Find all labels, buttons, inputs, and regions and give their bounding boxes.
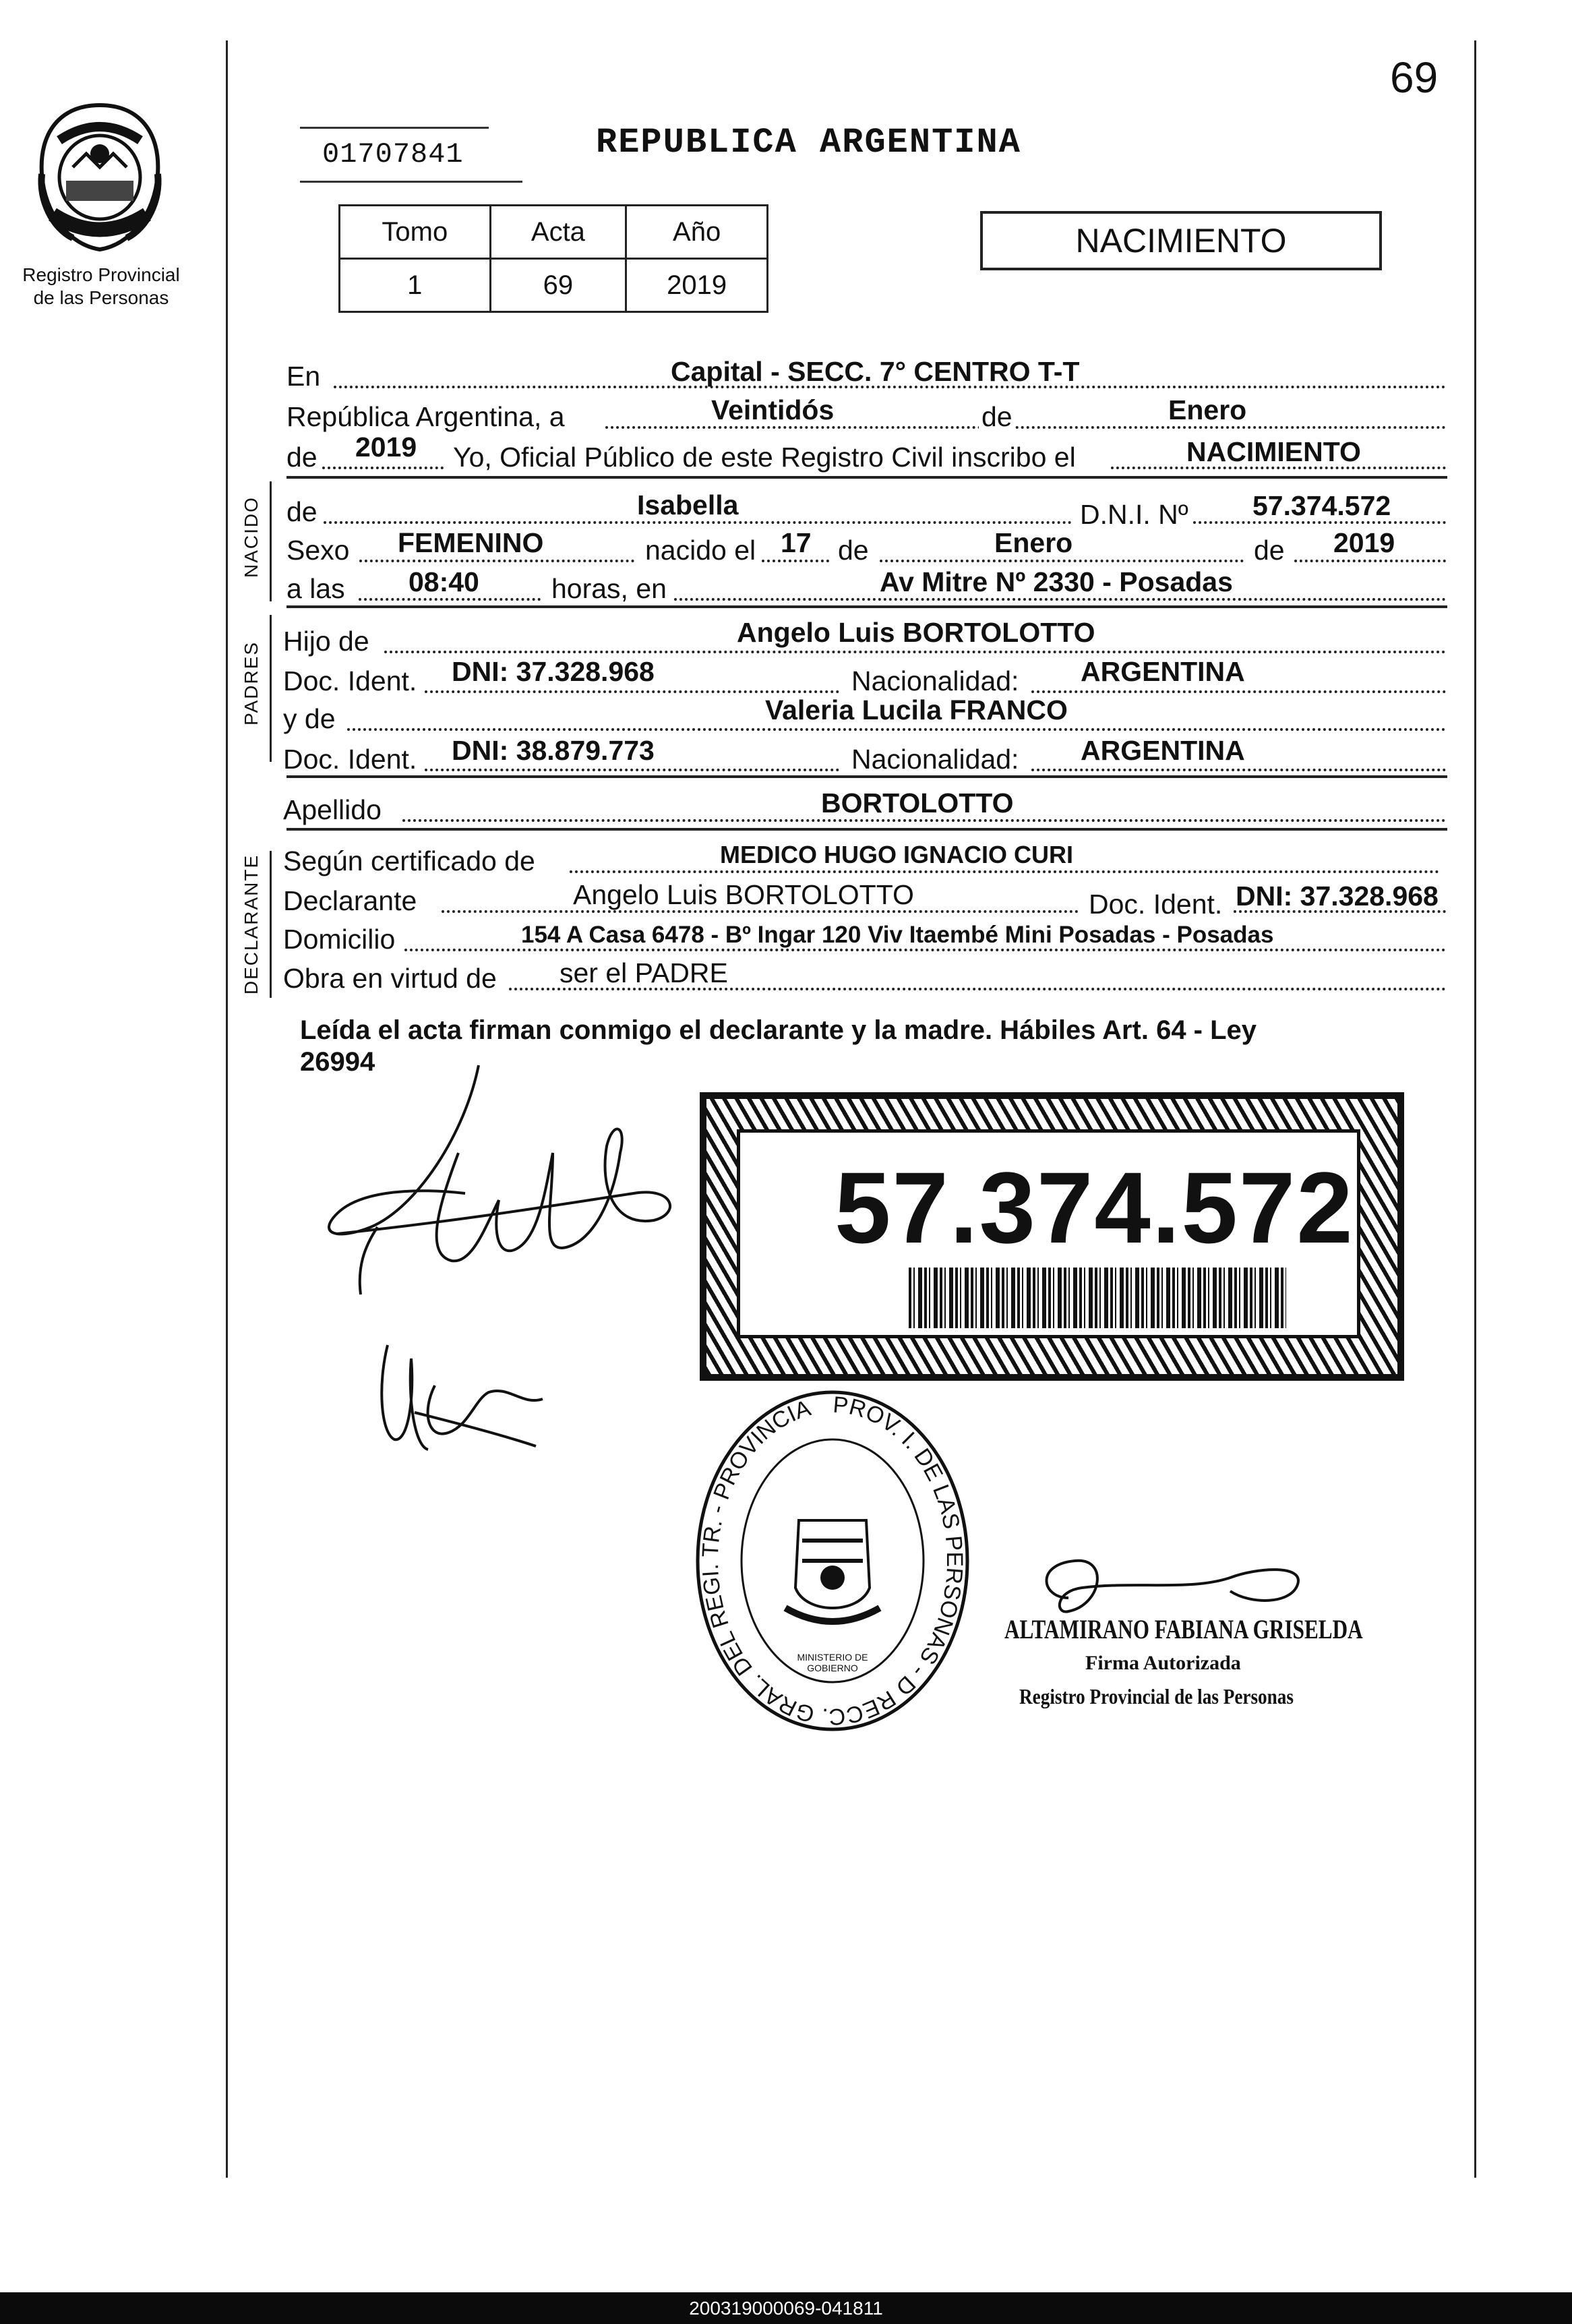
dni-sticker-number: 57.374.572 <box>835 1151 1354 1264</box>
birth-month-dots <box>880 560 1244 562</box>
birth-month-value: Enero <box>994 527 1073 558</box>
time-value: 08:40 <box>409 566 479 597</box>
declarante-label: DECLARANTE <box>241 854 262 995</box>
place-value: Av Mitre Nº 2330 - Posadas <box>880 566 1233 597</box>
sexo-label: Sexo <box>286 535 350 566</box>
official-seal <box>691 1386 974 1736</box>
nacido-de-label-3: de <box>1254 535 1285 566</box>
cert-dots <box>570 870 1439 873</box>
time-dots <box>359 598 541 601</box>
mother-signature <box>374 1332 556 1466</box>
act-type-box: NACIMIENTO <box>980 211 1382 270</box>
declarante-bracket <box>270 851 272 998</box>
padres-label: PADRES <box>241 640 262 725</box>
closing-line2: 26994 <box>300 1047 375 1077</box>
de-label-1: de <box>979 401 1015 433</box>
decl-value: Angelo Luis BORTOLOTTO <box>573 879 914 910</box>
intro-rule <box>286 476 1447 479</box>
value-anio: 2019 <box>626 259 768 312</box>
serial-top-rule <box>300 127 489 129</box>
mother-name: Valeria Lucila FRANCO <box>765 694 1068 725</box>
en-label: En <box>286 361 321 392</box>
nacido-el-label: nacido el <box>645 535 756 566</box>
oficial-text: Yo, Oficial Público de este Registro Civil inscribo el <box>453 442 1076 473</box>
footer-code: 200319000069-041811 <box>0 2292 1572 2324</box>
father-nat-label: Nacionalidad: <box>851 665 1019 696</box>
official-name: ALTAMIRANO FABIANA GRISELDA <box>1004 1614 1363 1644</box>
year-value: 2019 <box>355 431 417 463</box>
name-dots <box>324 521 1072 524</box>
alas-label: a las <box>286 573 345 604</box>
dom-label: Domicilio <box>283 924 396 955</box>
org-name-line1: Registro Provincial <box>22 264 180 285</box>
padres-bracket <box>270 615 272 762</box>
decl-doc-label: Doc. Ident. <box>1089 889 1223 920</box>
act-value: NACIMIENTO <box>1186 436 1361 467</box>
dom-value: 154 A Casa 6478 - Bº Ingar 120 Viv Itaembé Mini Posadas - Posadas <box>521 922 1274 948</box>
mother-dots <box>347 728 1446 731</box>
year-dots <box>322 467 444 469</box>
sexo-dots <box>359 560 634 562</box>
dni-value: 57.374.572 <box>1252 490 1391 521</box>
seal-inner-text: MINISTERIO DE GOBIERNO <box>797 1652 868 1673</box>
hijo-label: Hijo de <box>283 626 369 657</box>
dni-sticker-inner <box>737 1129 1360 1338</box>
day-value: Veintidós <box>711 394 835 425</box>
registry-table <box>338 204 768 313</box>
cert-value: MEDICO HUGO IGNACIO CURI <box>720 841 1074 868</box>
header-acta: Acta <box>490 206 626 259</box>
dom-dots <box>404 949 1446 951</box>
declarant-signature <box>297 1052 688 1321</box>
serial-number: 01707841 <box>322 138 464 171</box>
cert-label: Según certificado de <box>283 845 535 876</box>
value-acta: 69 <box>490 259 626 312</box>
sexo-value: FEMENINO <box>398 527 544 558</box>
apellido-value: BORTOLOTTO <box>821 787 1014 818</box>
official-role: Firma Autorizada <box>1085 1652 1241 1674</box>
father-nat-value: ARGENTINA <box>1081 656 1245 687</box>
apellido-rule <box>286 828 1447 831</box>
father-dots <box>384 651 1446 653</box>
de-label-2: de <box>286 442 318 473</box>
nacido-bracket <box>270 481 272 601</box>
birth-year-value: 2019 <box>1333 527 1395 558</box>
father-doc-dots <box>425 690 839 693</box>
apellido-dots <box>402 819 1446 822</box>
seal-ring-text: PROV. I. DE LAS PERSONAS - D RECC. GRAL. DEL REGI. TR. - PROVINCIA <box>697 1392 968 1730</box>
mother-doc-dots <box>425 769 839 771</box>
official-org: Registro Provincial de las Personas <box>1019 1684 1294 1708</box>
mother-nat-label: Nacionalidad: <box>851 744 1019 775</box>
value-tomo: 1 <box>340 259 491 312</box>
left-margin-line <box>226 40 228 2178</box>
mother-nat-value: ARGENTINA <box>1081 735 1245 766</box>
header-anio: Año <box>626 206 768 259</box>
province-logo <box>32 100 167 255</box>
nacido-de-label-2: de <box>838 535 869 566</box>
decl-doc-value: DNI: 37.328.968 <box>1236 881 1439 912</box>
misiones-shield-icon <box>32 100 167 255</box>
nacido-label: NACIDO <box>241 496 262 578</box>
padres-rule <box>286 775 1447 778</box>
place-dots <box>674 598 1446 601</box>
document-title: REPUBLICA ARGENTINA <box>596 123 1021 162</box>
mother-doc-value: DNI: 38.879.773 <box>452 735 655 766</box>
decl-label: Declarante <box>283 885 417 916</box>
page-number: 69 <box>1390 53 1439 102</box>
father-name: Angelo Luis BORTOLOTTO <box>737 617 1095 648</box>
seal-emblem-icon <box>691 1386 974 1736</box>
serial-bottom-rule <box>300 181 522 183</box>
horas-label: horas, en <box>551 573 667 604</box>
republica-dots <box>605 426 1446 429</box>
dni-sticker <box>700 1092 1404 1381</box>
republica-label: República Argentina, a <box>286 401 565 432</box>
obra-label: Obra en virtud de <box>283 963 497 994</box>
apellido-label: Apellido <box>283 794 382 825</box>
obra-value: ser el PADRE <box>560 957 728 988</box>
nacido-de-label: de <box>286 496 318 527</box>
father-nat-dots <box>1031 690 1446 693</box>
father-doc-value: DNI: 37.328.968 <box>452 656 655 687</box>
closing-line1: Leída el acta firman conmigo el declarante y la madre. Hábiles Art. 64 - Ley <box>300 1015 1257 1045</box>
father-doc-label: Doc. Ident. <box>283 665 417 696</box>
org-name-line2: de las Personas <box>33 287 169 308</box>
en-value: Capital - SECC. 7° CENTRO T-T <box>671 356 1080 387</box>
barcode-icon <box>909 1268 1286 1328</box>
birth-day-dots <box>762 560 829 562</box>
month-value: Enero <box>1168 394 1247 425</box>
name-value: Isabella <box>637 489 739 520</box>
birth-day-value: 17 <box>781 527 812 558</box>
right-margin-line <box>1474 40 1476 2178</box>
mother-nat-dots <box>1031 769 1446 771</box>
yde-label: y de <box>283 703 336 734</box>
header-tomo: Tomo <box>340 206 491 259</box>
birth-year-dots <box>1294 560 1446 562</box>
mother-doc-label: Doc. Ident. <box>283 744 417 775</box>
nacido-rule <box>286 605 1447 608</box>
dni-label: D.N.I. Nº <box>1080 499 1188 530</box>
